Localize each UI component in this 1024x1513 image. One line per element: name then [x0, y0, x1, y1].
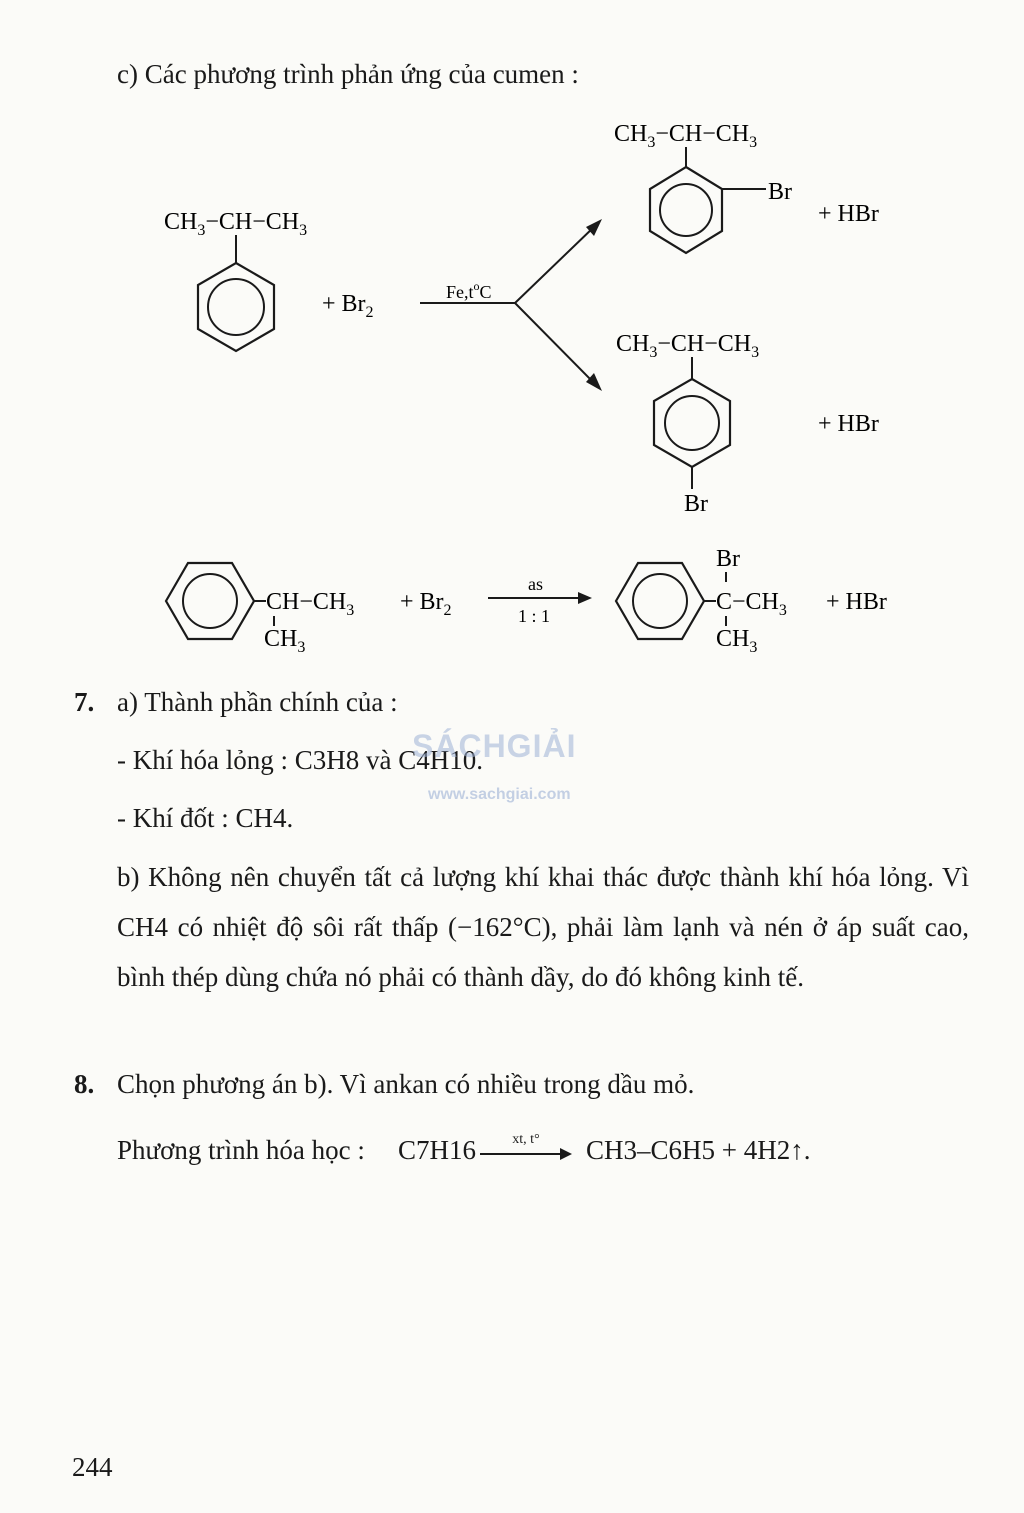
- q8-equation-condition: xt, t°: [512, 1132, 540, 1147]
- watermark-logo: SÁCHGIẢI: [412, 728, 577, 764]
- q7-number: 7.: [74, 687, 95, 717]
- section-c-heading: c) Các phương trình phản ứng của cumen :: [117, 59, 579, 89]
- hbr-3: + HBr: [826, 589, 887, 615]
- q8-equation-rhs: CH3–C6H5 + 4H2↑.: [586, 1135, 811, 1165]
- q7-natural-gas-line: - Khí đốt : CH4.: [117, 803, 294, 833]
- hbr-2: + HBr: [818, 411, 879, 437]
- product-para: [616, 331, 759, 517]
- q7-b-paragraph: b) Không nên chuyển tất cả lượng khí khai thác được thành khí hóa lỏng. Vì CH4 có nhiệt độ sôi rất thấp (−162°C), phải làm lạnh và nén ở áp suất cao, bình thép dùng chứa nó phải có thành dầy, do đó không kinh tế.: [117, 862, 969, 992]
- product2-br-label: Br: [716, 546, 740, 572]
- reaction-2-diagram: [150, 540, 930, 665]
- reactant-cumene: [164, 209, 307, 351]
- ortho-chain-label: $CH_3-CH-CH_3$: [614, 121, 758, 151]
- reactant2-branch-label: $CH_3$: [264, 626, 306, 656]
- q8-equation-label: Phương trình hóa học :: [117, 1135, 365, 1165]
- product2-chain-label: $C-CH_3$: [716, 589, 787, 619]
- q8-answer: Chọn phương án b). Vì ankan có nhiều trong dầu mỏ.: [117, 1069, 695, 1099]
- q7-a-intro: a) Thành phần chính của :: [117, 687, 398, 717]
- plus-br2-2: + $Br_2$: [400, 589, 452, 619]
- reactant-chain-label: $CH_3-CH-CH_3$: [164, 209, 308, 239]
- hbr-1: + HBr: [818, 201, 879, 227]
- para-chain-label: $CH_3-CH-CH_3$: [616, 331, 760, 361]
- reactant-cumene-2: [166, 563, 354, 656]
- condition-as: as: [528, 574, 543, 594]
- para-br-label: Br: [684, 491, 708, 517]
- page-number: 244: [72, 1452, 113, 1482]
- reactant2-chain-label: $CH-CH_3$: [266, 589, 355, 619]
- product-bromo: [616, 546, 787, 656]
- condition-ratio: 1 : 1: [518, 606, 551, 626]
- ortho-br-label: Br: [768, 179, 792, 205]
- watermark-url: www.sachgiai.com: [428, 786, 571, 803]
- reaction-1-diagram: [150, 105, 930, 525]
- q8-equation-lhs: C7H16: [398, 1135, 477, 1165]
- plus-br2: + $Br_2$: [322, 291, 374, 321]
- reaction-condition-fe: $Fe,t^oC$: [446, 279, 492, 302]
- q8-number: 8.: [74, 1069, 95, 1099]
- product2-branch-label: $CH_3$: [716, 626, 758, 656]
- benzene-ring: [198, 263, 274, 351]
- q7-lpg-line: - Khí hóa lỏng : C3H8 và C4H10.: [117, 745, 483, 775]
- arrow-branch-up: [515, 225, 596, 303]
- product-ortho: [614, 121, 792, 253]
- q8-equation-arrow: [480, 1133, 572, 1161]
- arrow-branch-down: [515, 303, 596, 385]
